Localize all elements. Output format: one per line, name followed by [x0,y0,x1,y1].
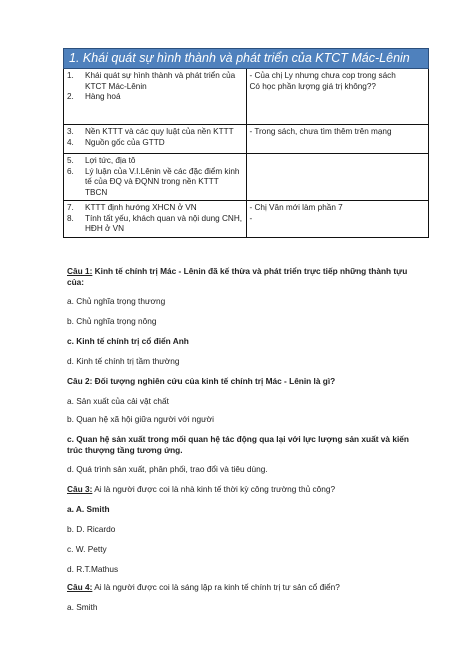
note-line: - [249,213,253,223]
answer-option: a. Chủ nghĩa trọng thương [67,296,166,306]
answer-option: a. Sản xuất của cải vật chất [67,396,169,406]
question-3: Câu 3: Ai là người được coi là nhà kinh tế thời kỳ công trường thủ công? [67,484,336,494]
table-row [64,69,429,125]
question-1: Câu 1: Kinh tế chính trị Mác - Lênin đã kế thừa và phát triển trực tiếp những thành tựu của: [67,266,408,287]
note-line: - Của chị Ly nhưng chưa cop trong sách [249,71,396,80]
correct-answer-option: c. Quan hệ sản xuất trong mối quan hệ tác động qua lại với lực lượng sản xuất và kiến trúc thượng tầng tương ứng. [67,434,409,455]
correct-answer-option: a. A. Smith [67,504,110,514]
list-item: 5. Lợi tức, địa tô [67,156,136,165]
note-line: - Chị Vân mới làm phần 7 [249,203,343,212]
table-row [64,125,429,154]
correct-answer-option: c. Kinh tế chính trị cổ điển Anh [67,336,189,346]
table-row [64,201,429,238]
answer-option: c. W. Petty [67,544,107,554]
answer-option: b. Chủ nghĩa trọng nông [67,316,157,326]
list-item: 1. Khái quát sự hình thành và phát triển của KTCT Mác-Lênin [67,71,236,91]
answer-option: d. R.T.Mathus [67,564,119,574]
table-row [64,154,429,201]
question-2: Câu 2: Đối tượng nghiên cứu của kinh tế chính trị Mác - Lênin là gì? [67,376,336,386]
note-line: Có học phần lượng giá trị không?? [249,81,376,91]
list-item: 6. Lý luận của V.I.Lênin về các đặc điểm kinh tế của ĐQ và ĐQNN trong nền KTTT TBCN [67,166,240,197]
question-4: Câu 4: Ai là người được coi là sáng lập ra kinh tế chính trị tư sản cổ điển? [67,582,340,592]
table-title: 1. Khái quát sự hình thành và phát triển của KTCT Mác-Lênin [64,49,429,69]
answer-option: d. Kinh tế chính trị tầm thường [67,356,180,366]
outline-table [63,48,429,238]
answer-option: b. D. Ricardo [67,524,116,534]
list-item: 8. Tính tất yếu, khách quan và nội dung CNH, HĐH ở VN [67,213,243,233]
answer-option: b. Quan hệ xã hội giữa người với người [67,414,214,424]
list-item: 2. Hàng hoá [67,92,121,101]
answer-option: d. Quá trình sản xuất, phân phối, trao đổi và tiêu dùng. [67,464,268,474]
note-line: - Trong sách, chưa tìm thêm trên mạng [249,127,392,136]
list-item: 3. Nền KTTT và các quy luật của nền KTTT [67,127,234,136]
answer-option: a. Smith [67,602,98,612]
list-item: 4. Nguồn gốc của GTTD [67,137,165,147]
list-item: 7. KTTT định hướng XHCN ở VN [67,203,197,212]
